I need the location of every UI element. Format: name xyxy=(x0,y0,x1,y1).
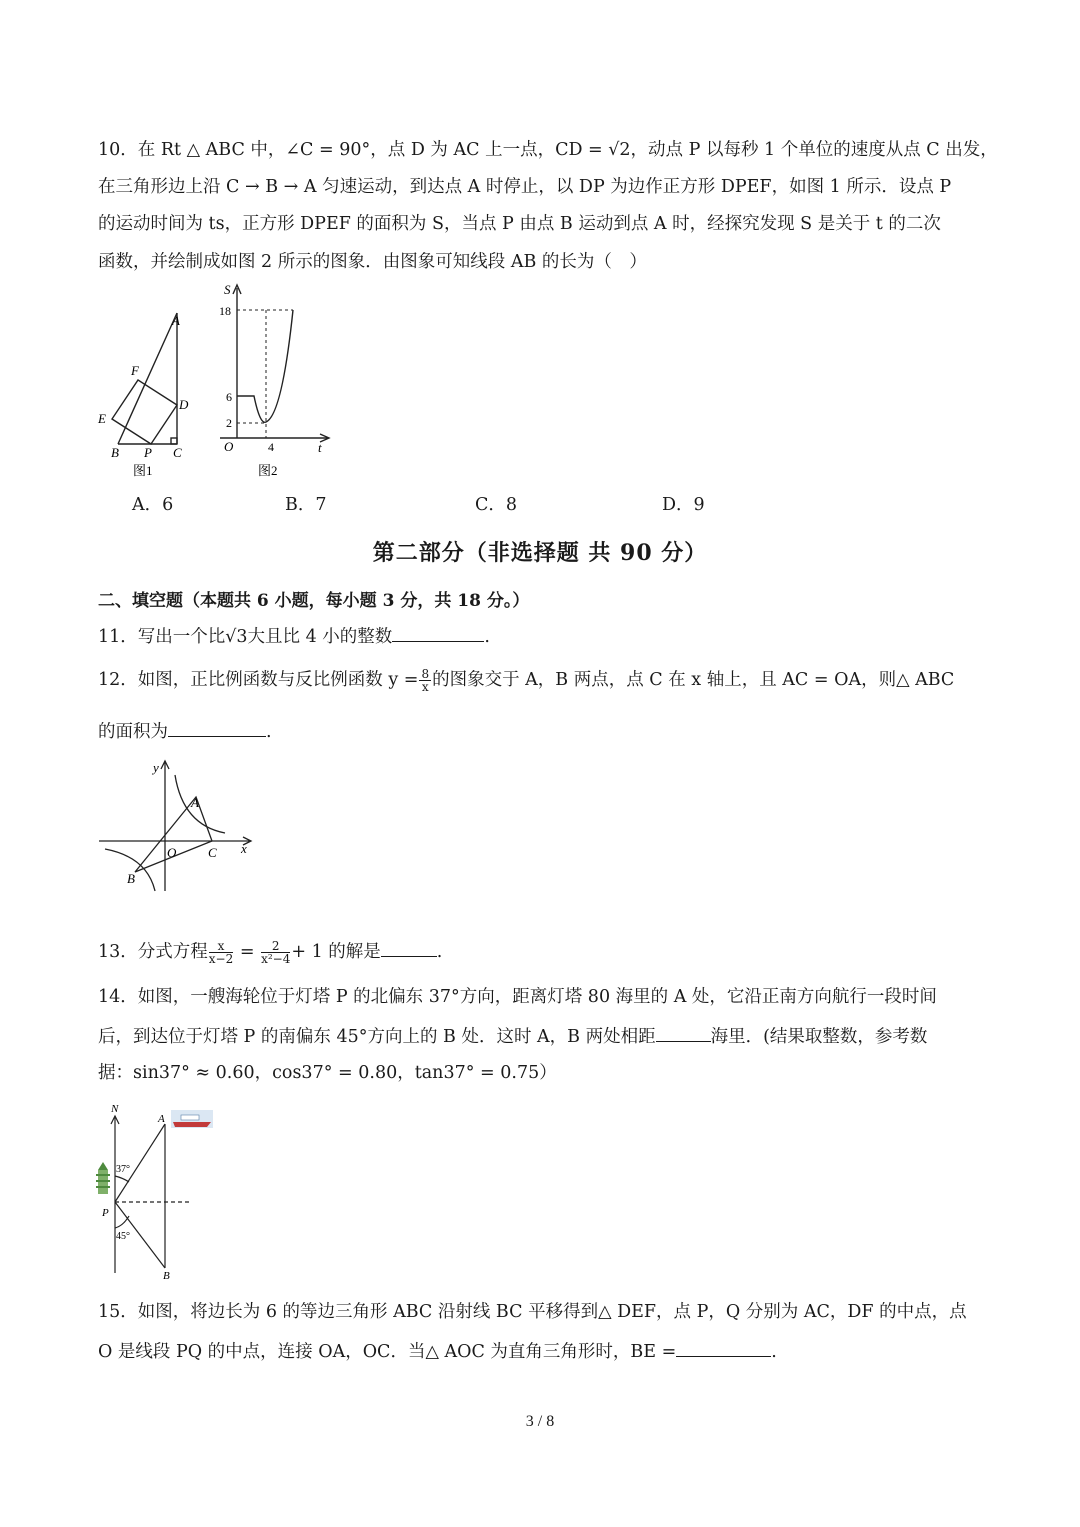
choice-d: D．9 xyxy=(662,495,705,515)
fig2-axis-s: S xyxy=(224,282,231,297)
q15-end: . xyxy=(771,1342,777,1362)
q12-fig-c: C xyxy=(208,845,217,860)
q12-line2 xyxy=(98,718,272,744)
q12-fig-x: x xyxy=(241,841,247,856)
choice-a: A．6 xyxy=(132,495,174,515)
q10-figure1 xyxy=(95,305,205,485)
q12-answer-blank[interactable] xyxy=(168,718,266,737)
fig2-tick-2: 2 xyxy=(226,416,232,430)
ship-icon xyxy=(171,1110,213,1128)
q13-fraction-2 xyxy=(261,940,290,965)
q12-frac-num: 8 xyxy=(421,667,430,681)
q14-line2-pre: 后，到达位于灯塔 P 的南偏东 45°方向上的 B 处．这时 A，B 两处相距 xyxy=(98,1027,656,1047)
q13-text-pre: 13．分式方程 xyxy=(98,942,208,962)
q11-end: . xyxy=(484,627,490,647)
q11-answer-blank[interactable] xyxy=(392,623,484,642)
q12-figure xyxy=(95,755,260,895)
q15-line2 xyxy=(98,1338,777,1364)
q10-figure2 xyxy=(210,280,340,480)
q10-line4: 函数，并绘制成如图 2 所示的图象．由图象可知线段 AB 的长为（ ） xyxy=(98,252,647,272)
q14-fig-p: P xyxy=(102,1207,109,1219)
q13-f1-num: x xyxy=(209,940,233,953)
q14-angle-37: 37° xyxy=(116,1164,130,1175)
fig2-axis-t: t xyxy=(318,440,322,455)
q10-line2: 在三角形边上沿 C → B → A 匀速运动，到达点 A 时停止，以 DP 为边作正方形 DPEF，如图 1 所示．设点 P xyxy=(98,177,952,197)
q10-line3: 的运动时间为 ts，正方形 DPEF 的面积为 S，当点 P 由点 B 运动到点 A 时，经探究发现 S 是关于 t 的二次 xyxy=(98,214,941,234)
q12-fraction xyxy=(419,668,431,693)
q13-fraction-1 xyxy=(209,940,233,965)
page-number: 3 / 8 xyxy=(525,1413,555,1430)
q14-line2 xyxy=(98,1023,927,1049)
fig2-caption: 图2 xyxy=(258,463,278,478)
q15-answer-blank[interactable] xyxy=(676,1338,771,1357)
q14-fig-n: N xyxy=(111,1103,119,1115)
q12-fig-b: B xyxy=(127,871,135,886)
fig1-label-a: A xyxy=(172,313,180,328)
fig1-caption: 图1 xyxy=(133,463,153,478)
q14-line3: 据：sin37° ≈ 0.60，cos37° = 0.80，tan37° = 0.75） xyxy=(98,1063,557,1083)
fig2-tick-6: 6 xyxy=(226,390,232,404)
fig1-label-f: F xyxy=(131,363,139,378)
q14-fig-a: A xyxy=(158,1113,165,1125)
q12-fig-o: O xyxy=(167,845,177,860)
q12-fig-y: y xyxy=(153,760,159,775)
section-title: 第二部分（非选择题 共 90 分） xyxy=(372,540,708,566)
choice-b: B．7 xyxy=(285,495,327,515)
lighthouse-icon xyxy=(96,1162,110,1194)
q14-angle-45: 45° xyxy=(116,1231,130,1242)
fig1-label-e: E xyxy=(98,411,106,426)
q12-line1 xyxy=(98,668,954,693)
fig1-label-p: P xyxy=(144,445,152,460)
q14-line2-post: 海里．(结果取整数，参考数 xyxy=(710,1027,928,1047)
q14-answer-blank[interactable] xyxy=(656,1023,711,1042)
fig2-tick-4: 4 xyxy=(268,440,274,454)
q14-figure xyxy=(95,1098,220,1283)
q15-line2-text: O 是线段 PQ 的中点，连接 OA，OC．当△ AOC 为直角三角形时，BE = xyxy=(98,1342,677,1362)
q13 xyxy=(98,938,442,965)
q14-line1: 14．如图，一艘海轮位于灯塔 P 的北偏东 37°方向，距离灯塔 80 海里的 A 处，它沿正南方向航行一段时间 xyxy=(98,987,937,1007)
q14-fig-b: B xyxy=(163,1270,170,1282)
q13-equals: = xyxy=(239,942,255,962)
q12-text-pre: 12．如图，正比例函数与反比例函数 y = xyxy=(98,670,419,690)
fig1-label-d: D xyxy=(179,397,189,412)
choice-c: C．8 xyxy=(475,495,518,515)
fig1-label-c: C xyxy=(173,445,182,460)
q13-f2-num: 2 xyxy=(261,940,290,953)
q11 xyxy=(98,623,490,649)
q13-f2-den: x²−4 xyxy=(261,952,291,966)
fig2-origin: O xyxy=(224,439,234,454)
q11-text: 11．写出一个比√3大且比 4 小的整数 xyxy=(98,627,393,647)
q13-answer-blank[interactable] xyxy=(381,938,437,957)
q13-end: . xyxy=(436,942,443,962)
section-subheading: 二、填空题（本题共 6 小题，每小题 3 分，共 18 分。） xyxy=(98,591,530,611)
q12-line2-text: 的面积为 xyxy=(98,722,168,742)
q12-text-post: 的图象交于 A，B 两点，点 C 在 x 轴上，且 AC = OA，则△ ABC xyxy=(432,670,955,690)
q12-end: . xyxy=(266,722,272,742)
q15-line1: 15．如图，将边长为 6 的等边三角形 ABC 沿射线 BC 平移得到△ DEF，点 P，Q 分别为 AC，DF 的中点，点 xyxy=(98,1302,967,1322)
fig2-tick-18: 18 xyxy=(219,304,231,318)
q12-frac-den: x xyxy=(421,680,429,694)
q13-f1-den: x−2 xyxy=(208,952,234,966)
fig1-label-b: B xyxy=(111,445,119,460)
q12-fig-a: A xyxy=(191,795,199,810)
q13-text-post: + 1 的解是 xyxy=(291,942,381,962)
q10-line1: 10．在 Rt △ ABC 中，∠C = 90°，点 D 为 AC 上一点，CD = √2，动点 P 以每秒 1 个单位的速度从点 C 出发， xyxy=(98,140,998,160)
